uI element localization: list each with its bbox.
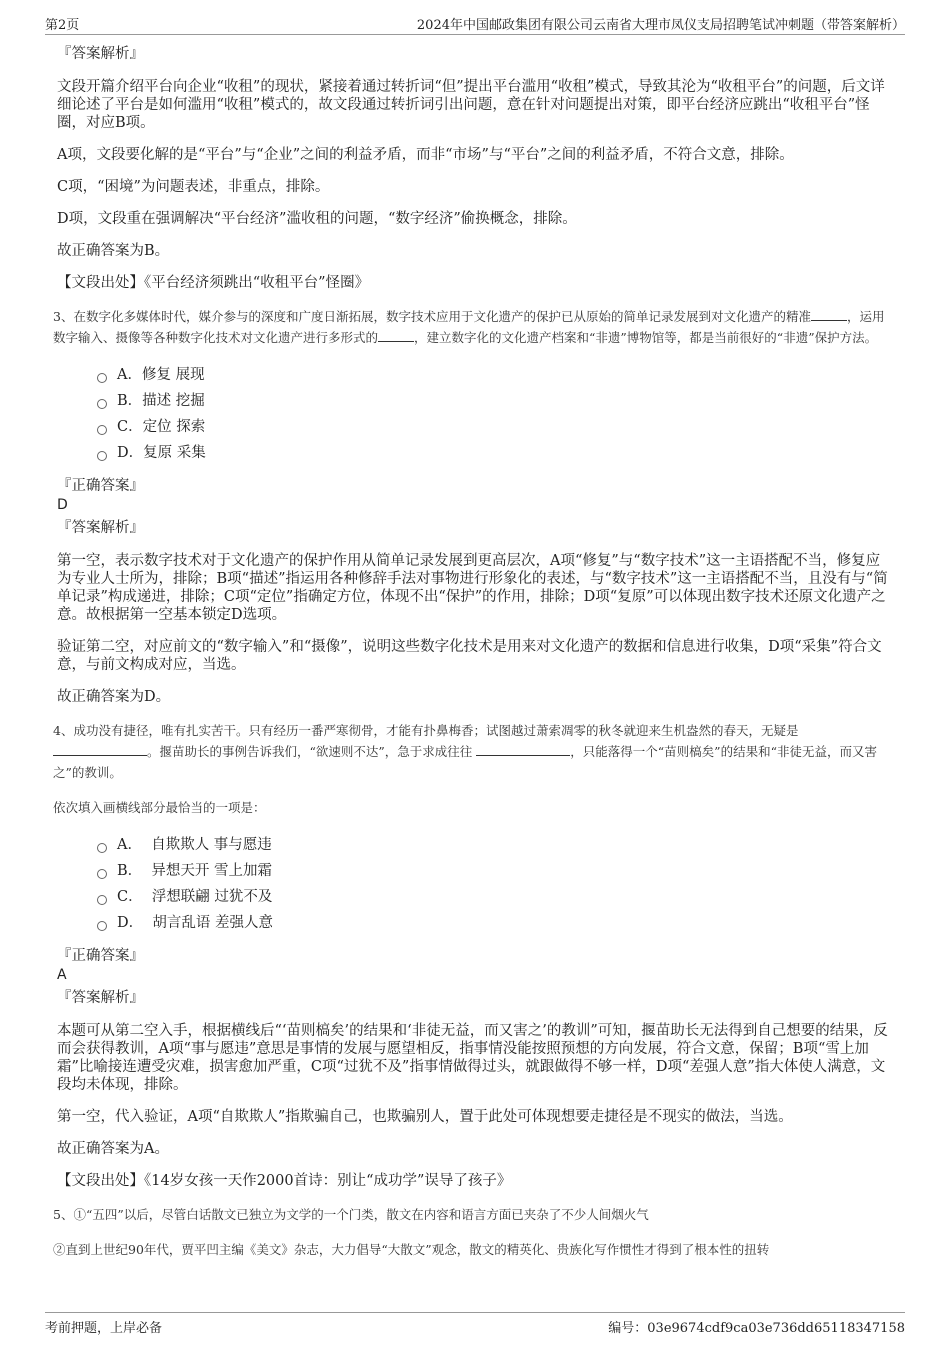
analysis-paragraph: 验证第二空，对应前文的“数字输入”和“摄像”，说明这些数字化技术是用来对文化遗产的数据和信息进行收集，D项“采集”符合文意，与前文构成对应，当选。	[57, 639, 882, 673]
analysis-label: 『答案解析』	[57, 520, 144, 536]
answer-conclusion: 故正确答案为A。	[57, 1141, 169, 1157]
source-citation: 【文段出处】《平台经济须跳出“收租平台”怪圈》	[57, 275, 370, 291]
option-c[interactable]: C．定位 探索	[97, 414, 892, 440]
question-3-stem: 3、在数字化多媒体时代，媒介参与的深度和广度日渐拓展，数字技术应用于文化遗产的保护已从原始的简单记录发展到对文化遗产的精准 ，运用数字输入、摄像等各种数字化技术对文化遗产进行多形式的 ，建立数字化的文化遗产档案和“非遗”博物馆等，都是当前很好的“非遗”保护方法。	[53, 309, 885, 345]
correct-answer-label: 『正确答案』	[57, 948, 144, 964]
radio-icon[interactable]	[97, 843, 107, 853]
page-number: 第2页	[45, 18, 80, 33]
radio-icon[interactable]	[97, 869, 107, 879]
option-a[interactable]: A．修复 展现	[97, 362, 892, 388]
source-citation: 【文段出处】《14岁女孩一天作2000首诗：别让“成功学”误导了孩子》	[57, 1173, 512, 1189]
question-5-line: 5、①“五四”以后，尽管白话散文已独立为文学的一个门类，散文在内容和语言方面已夹杂了不少人间烟火气	[53, 1207, 649, 1222]
option-b[interactable]: B．描述 挖掘	[97, 388, 892, 414]
fill-blank	[378, 329, 414, 342]
document-title: 2024年中国邮政集团有限公司云南省大理市凤仪支局招聘笔试冲刺题（带答案解析）	[416, 18, 905, 33]
option-d[interactable]: D．复原 采集	[97, 440, 892, 466]
radio-icon[interactable]	[97, 921, 107, 931]
option-c[interactable]: C． 浮想联翩 过犹不及	[97, 884, 892, 910]
document-id: 编号：03e9674cdf9ca03e736dd65118347158	[608, 1321, 905, 1336]
radio-icon[interactable]	[97, 399, 107, 409]
analysis-paragraph: D项，文段重在强调解决“平台经济”滥收租的问题，“数字经济”偷换概念，排除。	[57, 211, 577, 227]
option-d[interactable]: D． 胡言乱语 差强人意	[97, 910, 892, 936]
analysis-paragraph: 第一空，代入验证，A项“自欺欺人”指欺骗自己，也欺骗别人，置于此处可体现想要走捷径是不现实的做法，当选。	[57, 1109, 793, 1125]
radio-icon[interactable]	[97, 451, 107, 461]
question-5-line: ②直到上世纪90年代，贾平凹主编《美文》杂志，大力倡导“大散文”观念，散文的精英化、贵族化写作惯性才得到了根本性的扭转	[53, 1242, 770, 1257]
fill-blank	[53, 743, 147, 756]
analysis-label: 『答案解析』	[57, 990, 144, 1006]
page-footer	[45, 1312, 905, 1335]
radio-icon[interactable]	[97, 373, 107, 383]
analysis-paragraph: 第一空，表示数字技术对于文化遗产的保护作用从简单记录发展到更高层次，A项“修复”与“数字技术”这一主语搭配不当，修复应为专业人士所为，排除；B项“描述”指运用各种修辞手法对事物进行形象化的表述，与“数字技术”这一主语搭配不当，且没有与“简单记录”构成递进，排除；C项“定位”指确定方位，体现不出“保护”的作用，排除；D项“复原”可以体现出数字技术还原文化遗产之意。故根据第一空基本锁定D选项。	[57, 553, 888, 623]
answer-conclusion: 故正确答案为D。	[57, 689, 171, 705]
fill-blank	[811, 308, 847, 321]
document-body	[53, 44, 892, 1274]
question-4-stem: 4、成功没有捷径，唯有扎实苦干。只有经历一番严寒彻骨，才能有扑鼻梅香；试图越过萧索凋零的秋冬就迎来生机盎然的春天，无疑是。揠苗助长的事例告诉我们，“欲速则不达”，急于求成往往 ，只能落得一个“苗则槁矣”的结果和“非徒无益，而又害之”的教训。	[53, 723, 877, 780]
correct-answer-label: 『正确答案』	[57, 478, 144, 494]
question-4-instruction: 依次填入画横线部分最恰当的一项是：	[53, 800, 266, 815]
option-a[interactable]: A． 自欺欺人 事与愿违	[97, 832, 892, 858]
question-4-options	[57, 832, 892, 936]
analysis-paragraph: 文段开篇介绍平台向企业“收租”的现状，紧接着通过转折词“但”提出平台滥用“收租”模式，导致其沦为“收租平台”的问题，后文详细论述了平台是如何滥用“收租”模式的，故文段通过转折词引出问题，意在针对问题提出对策，即平台经济应跳出“收租平台”怪圈，对应B项。	[57, 79, 885, 131]
radio-icon[interactable]	[97, 895, 107, 905]
page-header	[45, 14, 905, 35]
footer-slogan: 考前押题，上岸必备	[45, 1321, 163, 1336]
analysis-paragraph: C项，“困境”为问题表述，非重点，排除。	[57, 179, 330, 195]
option-b[interactable]: B． 异想天开 雪上加霜	[97, 858, 892, 884]
radio-icon[interactable]	[97, 425, 107, 435]
analysis-paragraph: 本题可从第二空入手，根据横线后“‘苗则槁矣’的结果和‘非徒无益，而又害之’的教训”可知，揠苗助长无法得到自己想要的结果，反而会获得教训，A项“事与愿违”意思是事情的发展与愿望相反，指事情没能按照预想的方向发展，符合文意，保留；B项“雪上加霜”比喻接连遭受灾难，损害愈加严重，C项“过犹不及”指事情做得过头，就跟做得不够一样，D项“差强人意”指大体使人满意，文段均未体现，排除。	[57, 1023, 888, 1093]
correct-answer-value: A	[57, 967, 67, 983]
analysis-paragraph: A项，文段要化解的是“平台”与“企业”之间的利益矛盾，而非“市场”与“平台”之间的利益矛盾，不符合文意，排除。	[57, 147, 794, 163]
analysis-label: 『答案解析』	[57, 46, 144, 62]
answer-conclusion: 故正确答案为B。	[57, 243, 170, 259]
question-3-options	[57, 362, 892, 466]
correct-answer-value: D	[57, 497, 68, 513]
fill-blank	[476, 743, 570, 756]
